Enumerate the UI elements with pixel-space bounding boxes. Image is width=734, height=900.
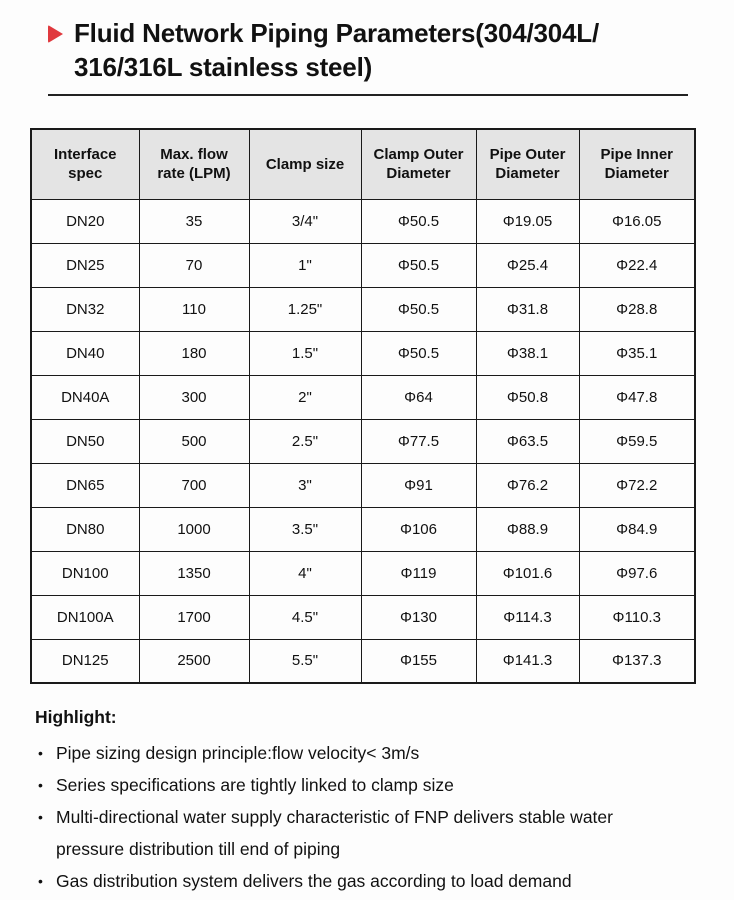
column-header: Max. flow rate (LPM)	[139, 129, 249, 199]
piping-parameters-table	[30, 128, 696, 684]
table-row	[31, 463, 695, 507]
table-cell: 1000	[139, 507, 249, 551]
table-cell: Φ31.8	[476, 287, 579, 331]
table-cell: Φ76.2	[476, 463, 579, 507]
table-cell: DN32	[31, 287, 139, 331]
table-cell: DN65	[31, 463, 139, 507]
table-cell: 1350	[139, 551, 249, 595]
table-cell: Φ77.5	[361, 419, 476, 463]
table-row	[31, 507, 695, 551]
table-cell: DN40A	[31, 375, 139, 419]
table-cell: DN80	[31, 507, 139, 551]
table-header-row	[31, 129, 695, 199]
highlight-bullet: • Pipe sizing design principle:flow velocity< 3m/s	[35, 737, 680, 769]
table-cell: 1.5"	[249, 331, 361, 375]
highlight-section	[35, 706, 704, 897]
table-cell: Φ63.5	[476, 419, 579, 463]
table-cell: Φ38.1	[476, 331, 579, 375]
table-row	[31, 375, 695, 419]
table-cell: 1700	[139, 595, 249, 639]
table-cell: Φ50.8	[476, 375, 579, 419]
table-cell: Φ137.3	[579, 639, 695, 683]
table-cell: Φ130	[361, 595, 476, 639]
table-cell: 1"	[249, 243, 361, 287]
table-cell: Φ50.5	[361, 243, 476, 287]
table-cell: Φ106	[361, 507, 476, 551]
table-row	[31, 551, 695, 595]
table-cell: Φ28.8	[579, 287, 695, 331]
table-row	[31, 595, 695, 639]
table-cell: Φ141.3	[476, 639, 579, 683]
page-header	[0, 0, 734, 96]
table-row	[31, 199, 695, 243]
table-cell: DN50	[31, 419, 139, 463]
table-cell: 500	[139, 419, 249, 463]
table-row	[31, 243, 695, 287]
column-header: Pipe Inner Diameter	[579, 129, 695, 199]
table-row	[31, 287, 695, 331]
table-cell: DN100A	[31, 595, 139, 639]
table-cell: DN125	[31, 639, 139, 683]
page-title	[0, 0, 734, 84]
table-header	[31, 129, 695, 199]
table-cell: Φ119	[361, 551, 476, 595]
table-cell: 300	[139, 375, 249, 419]
play-triangle-icon	[48, 25, 63, 43]
table-cell: Φ72.2	[579, 463, 695, 507]
table-cell: 3/4"	[249, 199, 361, 243]
table-cell: Φ64	[361, 375, 476, 419]
table-cell: Φ114.3	[476, 595, 579, 639]
table-cell: 700	[139, 463, 249, 507]
table-cell: Φ155	[361, 639, 476, 683]
table-cell: Φ97.6	[579, 551, 695, 595]
table-cell: Φ25.4	[476, 243, 579, 287]
column-header: Clamp size	[249, 129, 361, 199]
table-cell: 2.5"	[249, 419, 361, 463]
table-row	[31, 331, 695, 375]
highlight-bullet: • Gas distribution system delivers the gas according to load demand	[35, 865, 680, 897]
title-text	[74, 16, 599, 84]
table-cell: 3.5"	[249, 507, 361, 551]
column-header: Interface spec	[31, 129, 139, 199]
table-cell: Φ91	[361, 463, 476, 507]
title-line2: 316/316L stainless steel)	[74, 52, 373, 82]
table-cell: 35	[139, 199, 249, 243]
table-body	[31, 199, 695, 683]
table-cell: Φ84.9	[579, 507, 695, 551]
table-cell: Φ35.1	[579, 331, 695, 375]
table-cell: 110	[139, 287, 249, 331]
table-cell: DN20	[31, 199, 139, 243]
table-cell: 3"	[249, 463, 361, 507]
table-cell: 4.5"	[249, 595, 361, 639]
table-cell: Φ50.5	[361, 199, 476, 243]
table-cell: Φ50.5	[361, 331, 476, 375]
table-row	[31, 419, 695, 463]
table-cell: Φ16.05	[579, 199, 695, 243]
table-cell: Φ101.6	[476, 551, 579, 595]
table-cell: 2500	[139, 639, 249, 683]
column-header: Clamp Outer Diameter	[361, 129, 476, 199]
highlight-list	[35, 737, 680, 897]
table-cell: Φ110.3	[579, 595, 695, 639]
table-cell: Φ50.5	[361, 287, 476, 331]
table-cell: Φ19.05	[476, 199, 579, 243]
highlight-bullet: • Multi-directional water supply characteristic of FNP delivers stable water pressure distribution till end of piping	[35, 801, 680, 865]
table-cell: DN40	[31, 331, 139, 375]
table-cell: 4"	[249, 551, 361, 595]
table-cell: 70	[139, 243, 249, 287]
table-cell: Φ59.5	[579, 419, 695, 463]
table-cell: DN25	[31, 243, 139, 287]
table-cell: Φ22.4	[579, 243, 695, 287]
highlight-bullet: • Series specifications are tightly linked to clamp size	[35, 769, 680, 801]
title-line1: Fluid Network Piping Parameters(304/304L/	[74, 18, 599, 48]
column-header: Pipe Outer Diameter	[476, 129, 579, 199]
table-cell: 5.5"	[249, 639, 361, 683]
table-cell: 2"	[249, 375, 361, 419]
table-cell: 180	[139, 331, 249, 375]
table-cell: 1.25"	[249, 287, 361, 331]
table-cell: DN100	[31, 551, 139, 595]
table-row	[31, 639, 695, 683]
title-divider	[48, 94, 688, 96]
table-cell: Φ88.9	[476, 507, 579, 551]
highlight-heading: Highlight:	[35, 707, 117, 727]
table-cell: Φ47.8	[579, 375, 695, 419]
